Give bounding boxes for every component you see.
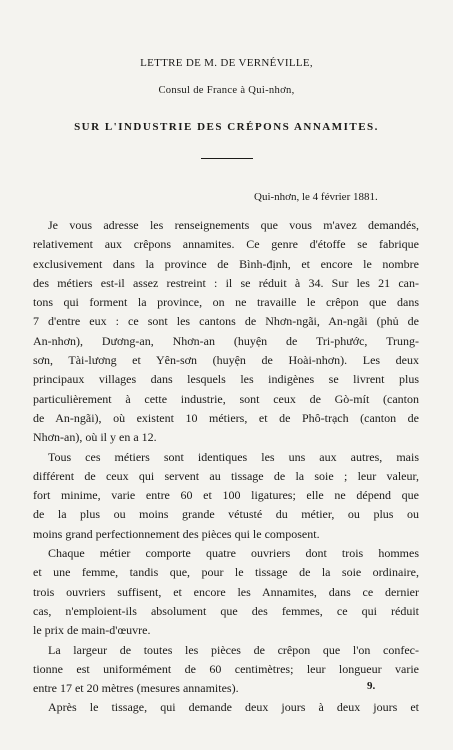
text-line: particulièrement à cette industrie, sont ceux de Gò-mít (canton [33,391,419,406]
text-line: Nhơn-an), où il y en a 12. [33,430,157,445]
text-line: Tous ces métiers sont identiques les uns aux autres, mais [48,449,419,464]
text-line: exclusivement dans la province de Bình-định, et encore le nombre [33,256,419,271]
text-line: An-nhơn), Dương-an, Nhơn-an (huyện de Tri-phước, Trung- [33,333,419,348]
subject-heading: SUR L'INDUSTRIE DES CRÉPONS ANNAMITES. [74,121,379,133]
text-line: principaux villages dans lesquels les indigènes se livrent plus [33,372,419,387]
text-line: relativement aux crêpons annamites. Ce genre d'étoffe se fabrique [33,237,419,252]
text-line: trois ouvriers suffisent, et encore les Annamites, dans ce dernier [33,584,419,599]
text-line: tons qui forment la province, on ne travaille le crêpon que dans [33,295,419,310]
text-line: de An-ngãi), où existent 10 métiers, et de Phô-trạch (canton de [33,410,419,425]
letter-body [33,216,419,718]
text-line: le prix de main-d'œuvre. [33,623,151,638]
text-line: La largeur de toutes les pièces de crêpon que l'on confec- [48,642,419,657]
text-line: 7 d'entre eux : ce sont les cantons de Nhơn-ngãi, An-ngãi (phủ de [33,314,419,329]
text-line: différent de ceux qui servent au tissage de la soie ; leur valeur, [33,468,419,483]
text-line: Après le tissage, qui demande deux jours à deux jours et [48,700,419,715]
text-line: et une femme, tandis que, pour le tissage de la soie ordinaire, [33,565,419,580]
text-line: sơn, Tài-lương et Yên-sơn (huyện de Hoài-nhơn). Les deux [33,353,419,368]
letter-title: LETTRE DE M. DE VERNÉVILLE, [140,57,313,69]
text-line: Je vous adresse les renseignements que vous m'avez demandés, [48,218,419,232]
page-number: 9. [367,680,376,692]
dateline: Qui-nhơn, le 4 février 1881. [254,191,378,203]
text-line: Chaque métier comporte quatre ouvriers dont trois hommes [48,546,419,561]
text-line: de la plus ou moins grande vétusté du métier, ou plus ou [33,507,419,522]
divider-rule [201,158,253,159]
text-line: entre 17 et 20 mètres (mesures annamites). [33,681,239,696]
text-line: moins grand perfectionnement des pièces qui le composent. [33,526,320,541]
text-line: cas, n'emploient-ils absolument que des femmes, ce qui réduit [33,603,419,618]
text-line: fort minime, varie entre 60 et 100 ligatures; elle ne dépend que [33,488,419,503]
text-line: tionne est uniformément de 60 centimètres; leur longueur varie [33,661,419,676]
consul-line: Consul de France à Qui-nhơn, [158,85,295,96]
text-line: des métiers est-il assez restreint : il se réduit à 34. Sur les 21 can- [33,275,419,290]
